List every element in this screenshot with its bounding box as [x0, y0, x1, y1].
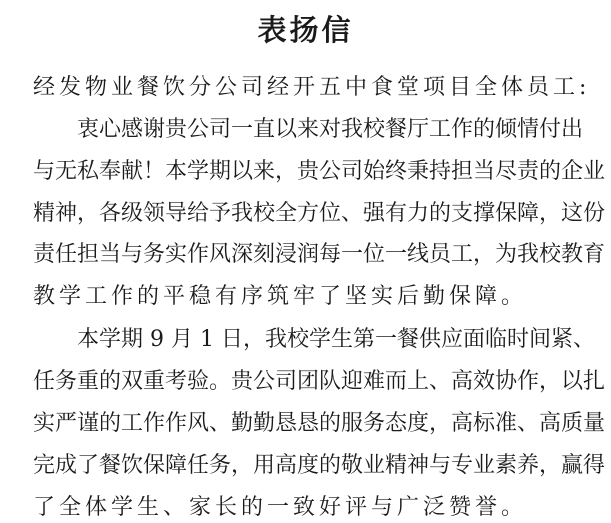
salutation: 经发物业餐饮分公司经开五中食堂项目全体员工: [33, 75, 591, 100]
paragraph-line: 了全体学生、家长的一致好评与广泛赞誉。 [33, 495, 528, 520]
paragraph-line: 完成了餐饮保障任务，用高度的敬业精神与专业素养，赢得 [33, 453, 606, 478]
paragraph-line: 任务重的双重考验。贵公司团队迎难而上、高效协作，以扎 [33, 369, 606, 394]
paragraph-line: 实严谨的工作作风、勤勤恳恳的服务态度，高标准、高质量 [33, 411, 606, 436]
letter-title: 表扬信 [257, 13, 354, 47]
paragraph-line: 与无私奉献！本学期以来，贵公司始终秉持担当尽责的企业 [33, 159, 606, 184]
paragraph-line: 教学工作的平稳有序筑牢了坚实后勤保障。 [33, 284, 528, 309]
paragraph-line: 衷心感谢贵公司一直以来对我校餐厅工作的倾情付出 [77, 117, 584, 142]
paragraph-line: 精神，各级领导给予我校全方位、强有力的支撑保障，这份 [33, 201, 606, 226]
paragraph-line: 本学期 9 月 1 日，我校学生第一餐供应面临时间紧、 [77, 327, 595, 352]
paragraph-line: 责任担当与务实作风深刻浸润每一位一线员工，为我校教育 [33, 242, 606, 267]
